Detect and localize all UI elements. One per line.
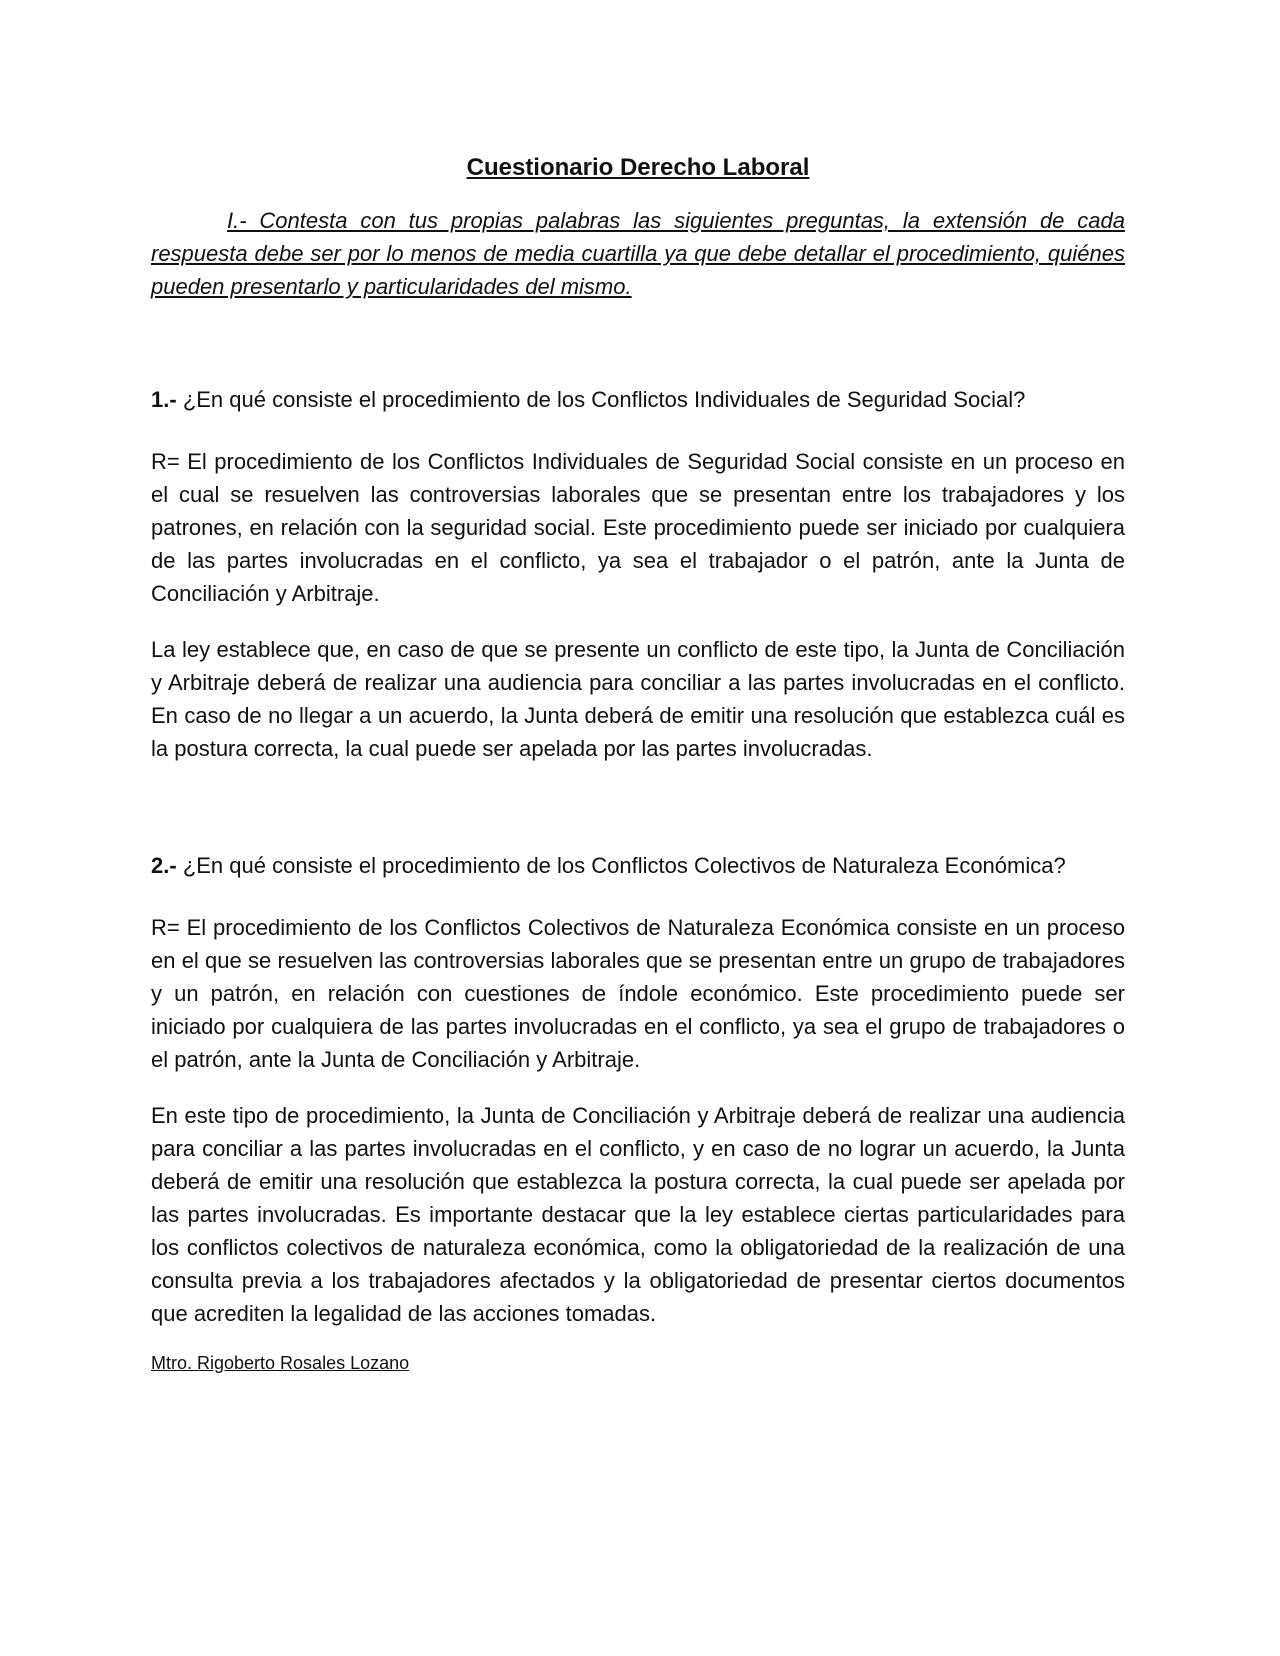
question-block-2	[151, 849, 1125, 1330]
document-page	[151, 150, 1125, 1376]
answer-paragraph: La ley establece que, en caso de que se presente un conflicto de este tipo, la Junta de Conciliación y Arbitraje deberá de realizar una audiencia para conciliar a las partes involucradas en el conflicto. En caso de no llegar a un acuerdo, la Junta deberá de emitir una resolución que establezca cuál es la postura correcta, la cual puede ser apelada por las partes involucradas.	[151, 637, 1125, 761]
question-2	[151, 849, 1125, 882]
instructions-paragraph: I.- Contesta con tus propias palabras las siguientes preguntas, la extensión de cada respuesta debe ser por lo menos de media cuartilla ya que debe detallar el procedimiento, quiénes pueden presentarlo y particularidades del mismo.	[151, 208, 1125, 299]
document-title: Cuestionario Derecho Laboral	[466, 154, 810, 181]
answer-paragraph: En este tipo de procedimiento, la Junta de Conciliación y Arbitraje deberá de realizar una audiencia para conciliar a las partes involucradas en el conflicto, y en caso de no lograr un acuerdo, la Junta deberá de emitir una resolución que establezca la postura correcta, la cual puede ser apelada por las partes involucradas. Es importante destacar que la ley establece ciertas particularidades para los conflictos colectivos de naturaleza económica, como la obligatoriedad de la realización de una consulta previa a los trabajadores afectados y la obligatoriedad de presentar ciertos documentos que acrediten la legalidad de las acciones tomadas.	[151, 1103, 1125, 1326]
answer-paragraph: R= El procedimiento de los Conflictos Colectivos de Naturaleza Económica consiste en un proceso en el que se resuelven las controversias laborales que se presentan entre un grupo de trabajadores y un patrón, en relación con cuestiones de índole económico. Este procedimiento puede ser iniciado por cualquiera de las partes involucradas en el conflicto, ya sea el grupo de trabajadores o el patrón, ante la Junta de Conciliación y Arbitraje.	[151, 915, 1125, 1072]
question-text: ¿En qué consiste el procedimiento de los Conflictos Individuales de Seguridad Social?	[182, 387, 1026, 412]
question-1	[151, 383, 1125, 416]
answer-paragraph: R= El procedimiento de los Conflictos Individuales de Seguridad Social consiste en un proceso en el cual se resuelven las controversias laborales que se presentan entre los trabajadores y los patrones, en relación con la seguridad social. Este procedimiento puede ser iniciado por cualquiera de las partes involucradas en el conflicto, ya sea el trabajador o el patrón, ante la Junta de Conciliación y Arbitraje.	[151, 449, 1125, 606]
question-number: 2.-	[151, 853, 177, 878]
question-block-1	[151, 383, 1125, 765]
question-number: 1.-	[151, 387, 177, 412]
author-signature: Mtro. Rigoberto Rosales Lozano	[151, 1353, 410, 1373]
question-text: ¿En qué consiste el procedimiento de los Conflictos Colectivos de Naturaleza Económica?	[182, 853, 1066, 878]
